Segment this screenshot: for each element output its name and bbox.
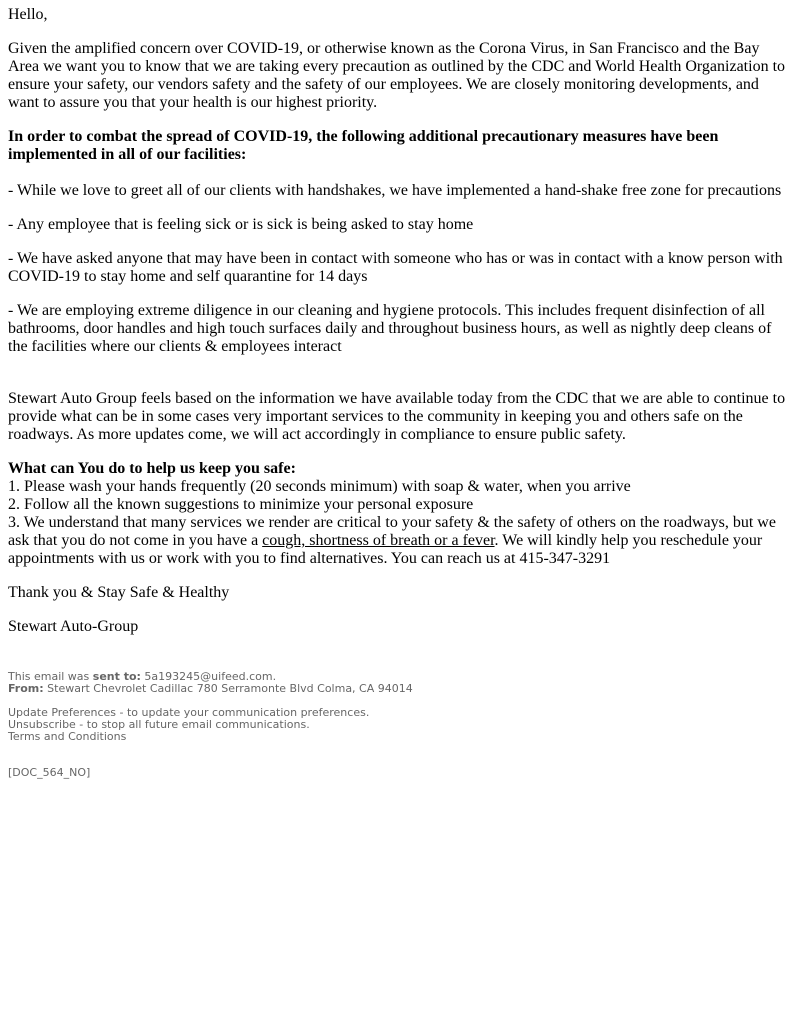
- email-footer: [8, 671, 790, 779]
- help-item-3: [8, 514, 790, 568]
- recipient-address[interactable]: 5a193245@uifeed.com.: [140, 670, 277, 683]
- document-id: [DOC_564_NO]: [8, 766, 91, 779]
- help-item: 1. Please wash your hands frequently (20 seconds minimum) with soap & water, when you arrive: [8, 478, 631, 495]
- measure-item: - Any employee that is feeling sick or is sick is being asked to stay home: [8, 216, 474, 233]
- intro-paragraph: Given the amplified concern over COVID-19, or otherwise known as the Corona Virus, in San Francisco and the Bay Area we want you to know that we are taking every precaution as outlined by the CDC and World Health Organization to ensure your safety, our vendors safety and the safety of our employees. We are closely monitoring developments, and want to assure you that your health is our highest priority.: [8, 40, 786, 111]
- measure-item: - While we love to greet all of our clients with handshakes, we have implemented a hand-shake free zone for precautions: [8, 182, 782, 199]
- terms-link[interactable]: Terms and Conditions: [8, 730, 127, 743]
- help-item-3-text-end: . We will kindly help you reschedule your appointments with us or work with you to find alternatives. You can reach us at 415-347-3291: [8, 532, 763, 567]
- from-label: From:: [8, 682, 44, 695]
- update-preferences-link[interactable]: Update Preferences - to update your communication preferences.: [8, 706, 370, 719]
- sent-to-prefix: This email was: [8, 670, 93, 683]
- symptoms-link[interactable]: cough, shortness of breath or a fever: [262, 532, 495, 549]
- signature: Stewart Auto-Group: [8, 618, 139, 635]
- help-item-3-text-start: 3. We understand that many services we render are critical to your safety & the safety of others on the roadways, but we ask that you do not come in you have a: [8, 514, 776, 549]
- measures-heading: In order to combat the spread of COVID-19, the following additional precautionary measures have been implemented in all of our facilities:: [8, 128, 719, 163]
- closing-line: Thank you & Stay Safe & Healthy: [8, 584, 230, 601]
- help-item: 2. Follow all the known suggestions to minimize your personal exposure: [8, 496, 474, 513]
- statement-paragraph: Stewart Auto Group feels based on the information we have available today from the CDC that we are able to continue to provide what can be in some cases very important services to the community in keeping you and others safe on the roadways. As more updates come, we will act accordingly in compliance to ensure public safety.: [8, 390, 786, 443]
- help-section: [8, 460, 790, 568]
- spacer: [8, 743, 790, 767]
- measure-item: - We have asked anyone that may have been in contact with someone who has or was in contact with a know person with COVID-19 to stay home and self quarantine for 14 days: [8, 250, 783, 285]
- email-body: [8, 6, 790, 652]
- unsubscribe-link[interactable]: Unsubscribe - to stop all future email communications.: [8, 718, 310, 731]
- from-line: [8, 683, 790, 695]
- help-heading: What can You do to help us keep you safe:: [8, 460, 296, 477]
- sender-address: Stewart Chevrolet Cadillac 780 Serramonte Blvd Colma, CA 94014: [43, 682, 413, 695]
- spacer: [8, 372, 790, 390]
- greeting: Hello,: [8, 6, 48, 23]
- measure-item: - We are employing extreme diligence in our cleaning and hygiene protocols. This includes frequent disinfection of all bathrooms, door handles and high touch surfaces daily and throughout business hours, as well as nightly deep cleans of the facilities where our clients & employees interact: [8, 302, 772, 355]
- sent-to-label: sent to:: [92, 670, 141, 683]
